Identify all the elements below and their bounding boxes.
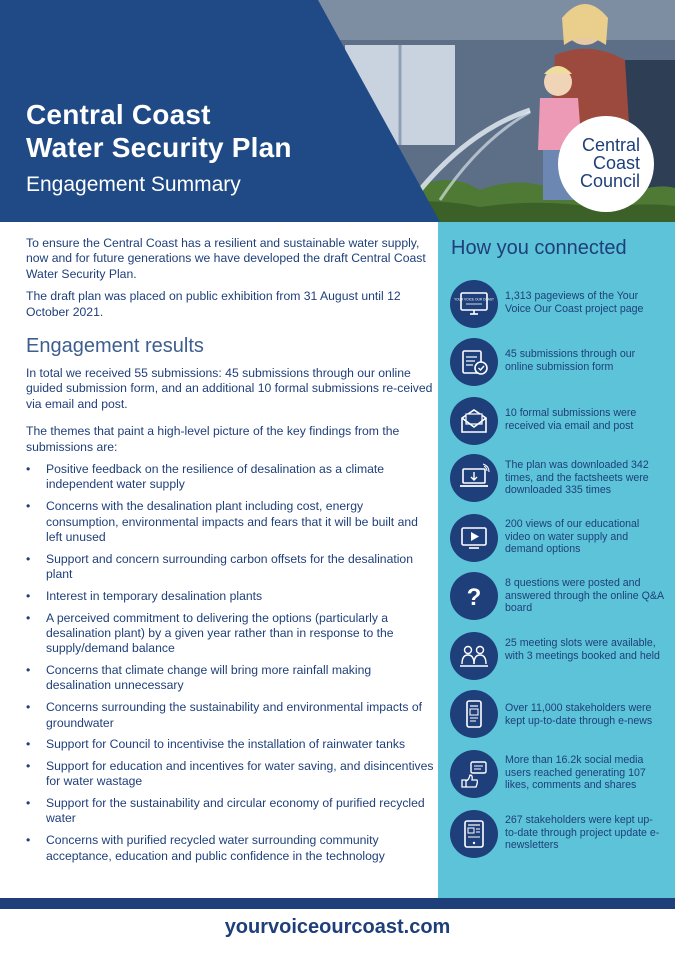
meeting-icon (450, 632, 498, 680)
themes-intro: The themes that paint a high-level picture of the key findings from the submissions are: (26, 424, 400, 454)
stat-text: 10 formal submissions were received via email and post (505, 407, 637, 432)
stat-online-submissions (438, 338, 675, 390)
stat-enewsletters (438, 810, 675, 862)
stat-pageviews (438, 280, 675, 332)
theme-item: • Support for the sustainability and circular economy of purified recycled water (26, 796, 434, 827)
stat-meetings (438, 632, 675, 684)
svg-text:YOUR VOICE OUR COAST: YOUR VOICE OUR COAST (454, 297, 494, 302)
tablet-newsletter-icon (450, 810, 498, 858)
footer-divider (0, 898, 675, 909)
theme-item: • Interest in temporary desalination plants (26, 589, 434, 604)
stat-downloads (438, 454, 675, 506)
header-banner (0, 0, 675, 222)
theme-item: • Support for education and incentives for water saving, and disincentives for water wastage (26, 759, 434, 790)
video-play-icon (450, 514, 498, 562)
engagement-results-heading: Engagement results (26, 335, 204, 358)
page-title: Central Coast Water Security Plan (26, 99, 292, 163)
stat-enews (438, 690, 675, 742)
stat-video-views (438, 514, 675, 566)
stat-text: 25 meeting slots were available, with 3 meetings booked and held (505, 637, 660, 662)
stat-text: 8 questions were posted and answered through the online Q&A board (505, 577, 664, 615)
online-form-icon (450, 338, 498, 386)
theme-item: • Support for Council to incentivise the installation of rainwater tanks (26, 737, 434, 752)
monitor-icon (450, 280, 498, 328)
intro-paragraph: To ensure the Central Coast has a resilient and sustainable water supply, now and for future generations we have developed the draft Central Coast Water Security Plan. (26, 236, 426, 281)
stat-questions (438, 572, 675, 624)
stat-text: More than 16.2k social media users reached generating 107 likes, comments and shares (505, 754, 646, 792)
stat-text: 1,313 pageviews of the Your Voice Our Coast project page (505, 290, 644, 315)
stat-text: The plan was downloaded 342 times, and the factsheets were downloaded 335 times (505, 459, 649, 497)
exhibition-paragraph: The draft plan was placed on public exhibition from 31 August until 12 October 2021. (26, 289, 401, 319)
stat-social-media (438, 750, 675, 802)
main-content (26, 236, 434, 870)
theme-item: • Support and concern surrounding carbon offsets for the desalination plant (26, 552, 434, 583)
website-link[interactable]: yourvoiceourcoast.com (224, 916, 451, 938)
theme-item: • Concerns with purified recycled water surrounding community acceptance, education and public confidence in the technology (26, 833, 434, 864)
question-mark-icon (450, 572, 498, 620)
how-you-connected-panel (438, 222, 675, 898)
social-media-icon (450, 750, 498, 798)
theme-item: • A perceived commitment to delivering the options (particularly a desalination plant) by a given year rather than in response to the supply/demand balance (26, 611, 434, 657)
stat-formal-submissions (438, 397, 675, 449)
submissions-paragraph: In total we received 55 submissions: 45 submissions through our online guided submission form, and an additional 10 formal submissions re-ceived via email and post. (26, 366, 433, 411)
stat-text: Over 11,000 stakeholders were kept up-to-date through e-news (505, 702, 653, 727)
theme-item: • Positive feedback on the resilience of desalination as a climate independent water supply (26, 462, 434, 493)
phone-newsletter-icon (450, 690, 498, 738)
theme-item: • Concerns that climate change will bring more rainfall making desalination unnecessary (26, 663, 434, 694)
page-subtitle: Engagement Summary (26, 173, 241, 196)
themes-list (26, 462, 434, 864)
envelope-icon (450, 397, 498, 445)
stat-text: 45 submissions through our online submission form (505, 348, 636, 373)
council-logo: Central Coast Council (558, 116, 654, 212)
theme-item: • Concerns surrounding the sustainability and environmental impacts of groundwater (26, 700, 434, 731)
svg-text:?: ? (466, 584, 482, 611)
theme-item: • Concerns with the desalination plant including cost, energy consumption, environmental impacts and fears that it will be built and left unused (26, 499, 434, 545)
stat-text: 267 stakeholders were kept up-to-date through project update e-newsletters (505, 814, 660, 852)
stat-text: 200 views of our educational video on water supply and demand options (505, 518, 640, 556)
how-you-connected-heading: How you connected (451, 237, 627, 259)
laptop-download-icon (450, 454, 498, 502)
